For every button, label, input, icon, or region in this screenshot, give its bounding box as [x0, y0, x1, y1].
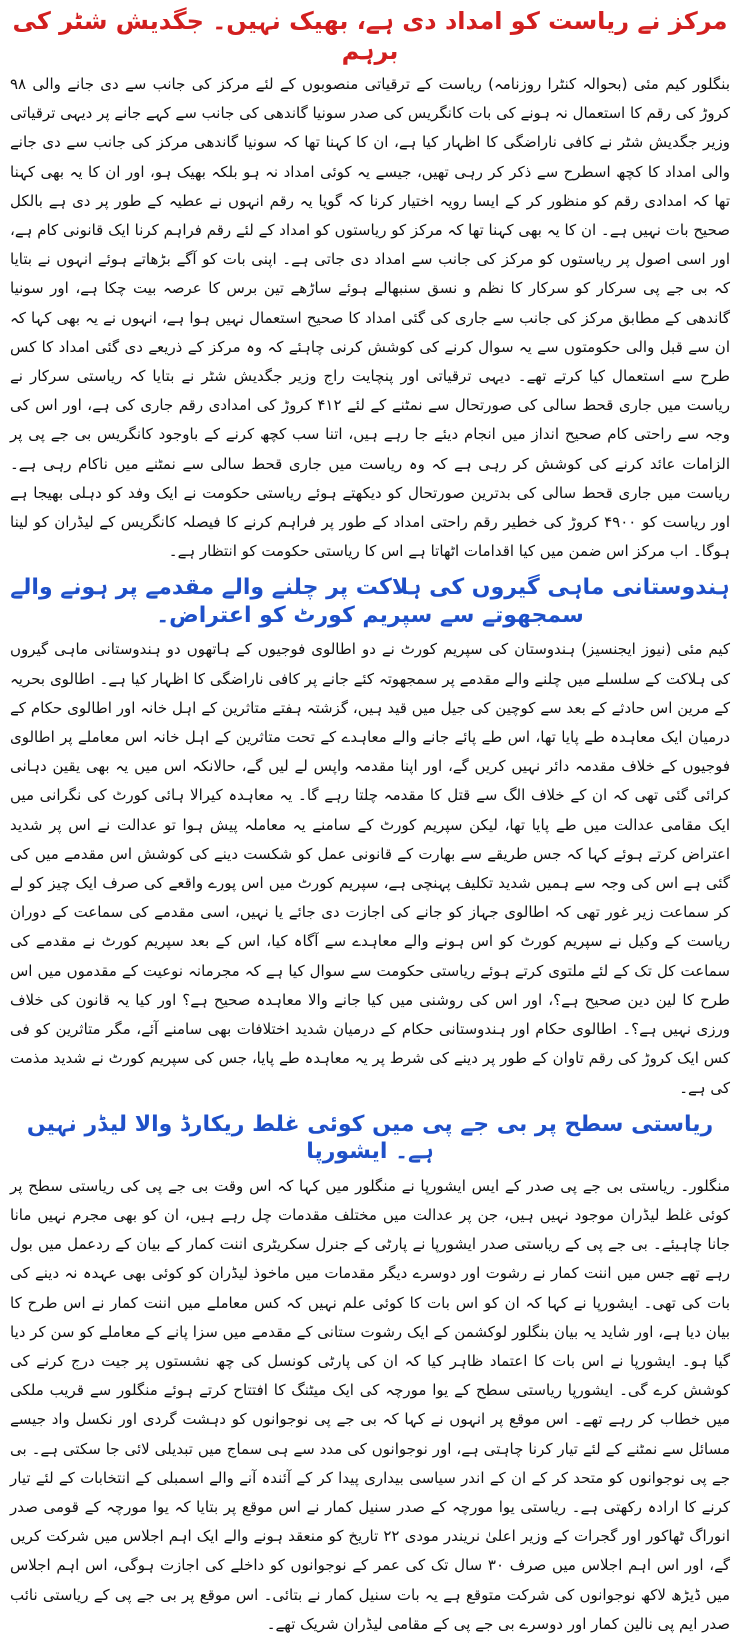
body-fishermen-case: کیم مئی (نیوز ایجنسیز) ہندوستان کی سپریم کورٹ نے دو اطالوی فوجیوں کے ہاتھوں دو ہندوستانی ماہی گیروں کی ہلاکت کے سلسلے میں چلنے والے مقدمے پر سمجھوتہ کئے جانے پر کافی ناراضگی کا اظہار کیا ہے۔ اطالوی بحریہ کے مرین اس حادثے کے بعد سے کوچین کی جیل میں قید ہیں، گزشتہ ہفتے متاثرین کے اہل خانہ اور اطالوی حکام کے درمیان ایک معاہدہ طے پایا تھا، اس طے پائے جانے والے معاہدے کے تحت متاثرین کے اہل خانہ اس معاملے پر اطالوی فوجیوں کے خلاف مقدمہ دائر نہیں کریں گے، اور اپنا مقدمہ واپس لے لیں گے، حالانکہ اس میں یہ بھی یقین دہانی کرائی گئی تھی کہ ان کے خلاف الگ سے قتل کا مقدمہ چلتا رہے گا۔ یہ معاہدہ کیرالا ہائی کورٹ کی نگرانی میں ایک مقامی عدالت میں طے پایا تھا، لیکن سپریم کورٹ کے سامنے یہ معاملہ پیش ہوا تو عدالت نے اس پر شدید اعتراض کرتے ہوئے کہا کہ جس طریقے سے بھارت کے قانونی عمل کو شکست دینے کی کوشش اس مقدمے میں کی گئی ہے اس کی وجہ سے ہمیں شدید تکلیف پہنچی ہے، سپریم کورٹ میں اس پورے واقعے کی صرف ایک چیز کو لے کر سماعت زیر غور تھی کہ اطالوی جہاز کو جانے کی اجازت دی جائے یا نہیں، اسی مقدمے کی سماعت کے دوران ریاست کے وکیل نے سپریم کورٹ کو اس ہونے والے معاہدے سے آگاہ کیا، اس کے بعد سپریم کورٹ نے مقدمے کی سماعت کل تک کے لئے ملتوی کرتے ہوئے ریاستی حکومت سے سوال کیا ہے کہ مجرمانہ نوعیت کے مقدموں میں اس طرح کا لین دین صحیح ہے؟، اور اس کی روشنی میں کیا جانے والا معاہدہ صحیح ہے؟ اور کیا یہ قانون کی خلاف ورزی نہیں ہے؟۔ اطالوی حکام اور ہندوستانی حکام کے درمیان شدید اختلافات بھی سامنے آئے، مگر متاثرین کو فی کس ایک کروڑ کی رقم تاوان کے طور پر دینے کی شرط پر یہ معاہدہ طے پایا، جس کی سپریم کورٹ نے شدید مذمت کی ہے۔ [10, 640, 730, 1097]
article-fishermen-case [8, 574, 732, 1102]
article-bjp-leaders [8, 1111, 732, 1639]
headline-bjp-leaders: ریاستی سطح پر بی جے پی میں کوئی غلط ریکارڈ والا لیڈر نہیں ہے۔ ایشورپا [26, 1111, 714, 1165]
body-bjp-leaders: منگلور۔ ریاستی بی جے پی صدر کے ایس ایشورپا نے منگلور میں کہا کہ اس وقت بی جے پی کی ریاستی سطح پر کوئی غلط لیڈران موجود نہیں ہیں، جن پر عدالت میں مختلف مقدمات چل رہے ہیں، ان کو بھی مجرم نہیں مانا جانا چاہیئے۔ بی جے پی کے ریاستی صدر ایشورپا نے پارٹی کے جنرل سکریٹری اننت کمار کے بیان کے ردعمل میں بول رہے تھے جس میں اننت کمار نے رشوت اور دوسرے دیگر مقدمات میں ماخوذ لیڈران کو کوئی بھی عہدہ نہ دینے کی بات کی تھی۔ ایشورپا نے کہا کہ ان کو اس بات کا کوئی علم نہیں کہ کس معاملے میں اننت کمار نے اس طرح کا بیان دیا ہے، اور شاید یہ بیان بنگلور لوکشمن کے ایک رشوت ستانی کے مقدمے میں سزا پانے کے معاملے کو سن کر دیا گیا ہو۔ ایشورپا نے اس بات کا اعتماد ظاہر کیا کہ ان کی پارٹی کونسل کی چھ نشستوں پر جیت درج کرنے کی کوشش کرے گی۔ ایشورپا ریاستی سطح کے یوا مورچہ کی ایک میٹنگ کا افتتاح کرتے ہوئے منگلور سے قریب ملکی میں خطاب کر رہے تھے۔ اس موقع پر انہوں نے کہا کہ بی جے پی نوجوانوں کو دہشت گردی اور نکسل واد جیسے مسائل سے نمٹنے کے لئے تیار کرنا چاہتی ہے، اور نوجوانوں کی مدد سے ہی سماج میں تبدیلی لائی جا سکتی ہے۔ بی جے پی نوجوانوں کو متحد کر کے ان کے اندر سیاسی بیداری پیدا کر کے آئندہ آنے والے اسمبلی کے انتخابات کے لئے تیار کرنے کا ارادہ رکھتی ہے۔ ریاستی یوا مورچہ کے صدر سنیل کمار نے اس موقع پر بتایا کہ یوا مورچہ کے قومی صدر انوراگ ٹھاکور اور گجرات کے وزیر اعلیٰ نریندر مودی ۲۲ تاریخ کو منعقد ہونے والے ایک اہم اجلاس میں شرکت کریں گے، اور اس اہم اجلاس میں صرف ۳۰ سال تک کی عمر کے نوجوانوں کو داخلے کی اجازت ہوگی، اس اہم اجلاس میں ڈیڑھ لاکھ نوجوانوں کی شرکت متوقع ہے یہ بات سنیل کمار نے بتائی۔ اس موقع پر بی جے پی کے ریاستی نائب صدر ایم پی نالین کمار اور دوسرے بی جے پی کے مقامی لیڈران شریک تھے۔ [10, 1176, 730, 1633]
body-central-aid: بنگلور کیم مئی (بحوالہ کنٹرا روزنامہ) ریاست کے ترقیاتی منصوبوں کے لئے مرکز کی جانب سے دی جانے والی ۹۸ کروڑ کی رقم کا استعمال نہ ہونے کی بات کانگریس کی صدر سونیا گاندھی کی جانب سے کہے جانے پر دیہی ترقیاتی وزیر جگدیش شٹر نے کافی ناراضگی کا اظہار کیا ہے، ان کا کہنا تھا کہ سونیا گاندھی مرکز کی جانب سے دی جانے والی امداد کا کچھ اسطرح سے ذکر کر رہی تھیں، جیسے یہ کوئی امداد نہ ہو بلکہ بھیک ہو، اور ان کا یہ بھی کہنا تھا کہ امدادی رقم کو منظور کر کے ایسا رویہ اختیار کرنا کہ گویا یہ رقم انہوں نے عطیہ کے طور پر دی ہے بالکل صحیح بات نہیں ہے۔ ان کا یہ بھی کہنا تھا کہ مرکز کو ریاستوں کو امداد کے لئے رقم فراہم کرنا ایک قانونی کام ہے، اور اسی اصول پر ریاستوں کو مرکز کی جانب سے امداد دی جاتی ہے۔ اپنی بات کو آگے بڑھاتے ہوئے انہوں نے بتایا کہ بی جے پی سرکار کو سرکار کا نظم و نسق سنبھالے ہوئے ساڑھے تین برس کا عرصہ بیت چکا ہے، اور سونیا گاندھی کے مطابق مرکز کی جانب سے جاری کی گئی امداد کا صحیح استعمال نہیں ہوا ہے، انہوں نے یہ بھی کہا کہ ان سے قبل والی حکومتوں سے یہ سوال کرنے کی کوشش کرنی چاہئے کہ وہ مرکز کے ذریعے دی گئی امداد کا کس طرح سے استعمال کیا کرتے تھے۔ دیہی ترقیاتی اور پنچایت راج وزیر جگدیش شٹر نے بتایا کہ ریاستی سرکار نے ریاست میں جاری قحط سالی کی صورتحال سے نمٹنے کے لئے ۴۱۲ کروڑ کی امدادی رقم جاری کی ہے، اور اس کی وجہ سے راحتی کام صحیح انداز میں انجام دیئے جا رہے ہیں، اتنا سب کچھ کرنے کے باوجود کانگریس بی جے پی پر الزامات عائد کرنے کی کوشش کر رہی ہے کہ وہ ریاست میں جاری قحط سالی سے نمٹنے میں ناکام رہی ہے۔ ریاست میں جاری قحط سالی کی بدترین صورتحال کو دیکھتے ہوئے ریاستی حکومت نے ایک وفد کو دہلی بھیجا ہے اور ریاست کو ۴۹۰۰ کروڑ کی خطیر رقم راحتی امداد کے طور پر فراہم کرنے کا فیصلہ کانگریس کے لیڈران کو لینا ہوگا۔ اب مرکز اس ضمن میں کیا اقدامات اٹھاتا ہے اس کا ریاستی حکومت کو انتظار ہے۔ [10, 75, 730, 561]
article-central-aid [8, 6, 732, 566]
headline-fishermen-case: ہندوستانی ماہی گیروں کی ہلاکت پر چلنے والے مقدمے پر ہونے والے سمجھوتے سے سپریم کورٹ کو اعتراض۔ [10, 575, 730, 628]
headline-central-aid: مرکز نے ریاست کو امداد دی ہے، بھیک نہیں۔ جگدیش شٹر کی برہم [12, 7, 728, 65]
